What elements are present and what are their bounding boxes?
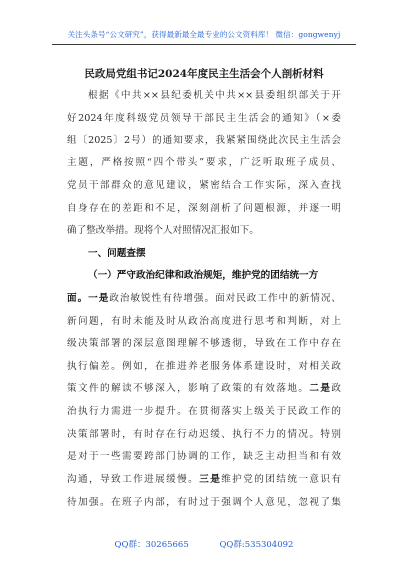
body-line: 根据《中共××县纪委机关中共××县委组织部关于开 xyxy=(88,90,341,101)
body-line: 决策部署时，有时存在行动迟缓、执行不力的情况。特别 xyxy=(67,429,341,440)
footer-contact xyxy=(0,538,408,550)
body-line: 待加强。在班子内部，有时过于强调个人意见，忽视了集 xyxy=(67,497,341,508)
document-title: 民政局党组书记2024年度民主生活会个人剖析材料 xyxy=(84,68,324,80)
body-line: 新问题，有时未能及时从政治高度进行思考和判断，对上 xyxy=(67,316,341,327)
body-line: 确了整改举措。现将个人对照情况汇报如下。 xyxy=(67,225,259,236)
body-line: 好2024年度科级党员领导干部民主生活会的通知》（×委 xyxy=(67,113,341,124)
body-line: 策文件的解读不够深入，影响了政策的有效落地。二是政 xyxy=(67,383,342,394)
body-line: 党员干部群众的意见建议，紧密结合工作实际，深入查找 xyxy=(67,180,341,191)
header-divider xyxy=(52,44,356,45)
body-line: 自身存在的差距和不足，深刻剖析了问题根源，并逐一明 xyxy=(67,203,341,214)
body-line: 是对于一些需要跨部门协调的工作，缺乏主动担当和有效 xyxy=(67,451,341,462)
header-banner: 关注头条号“公文研究”，获得最新最全最专业的公文资料库！ 微信：gongwenyj xyxy=(67,30,341,39)
qq-group-2: QQ群:535304092 xyxy=(219,540,294,550)
body-line: 执行偏差。例如，在推进养老服务体系建设时，对相关政 xyxy=(67,361,341,372)
body-line: 主题，严格按照“四个带头”要求，广泛听取班子成员、 xyxy=(67,157,341,168)
body-line: 组〔2025〕2号）的通知要求，我紧紧围绕此次民主生活会 xyxy=(67,135,341,146)
body-line: 面。一是政治敏锐性有待增强。面对民政工作中的新情况、 xyxy=(67,293,342,304)
body-line: 治执行力需进一步提升。在贯彻落实上级关于民政工作的 xyxy=(67,406,341,417)
section-heading: 一、问题查摆 xyxy=(88,248,146,259)
qq-group-1: QQ群：30265665 xyxy=(114,540,189,550)
subsection-heading: （一）严守政治纪律和政治规矩，维护党的团结统一方 xyxy=(88,270,319,281)
body-line: 沟通，导致工作进展缓慢。三是维护党的团结统一意识有 xyxy=(67,474,342,485)
body-line: 级决策部署的深层意图理解不够透彻，导致在工作中存在 xyxy=(67,338,341,349)
